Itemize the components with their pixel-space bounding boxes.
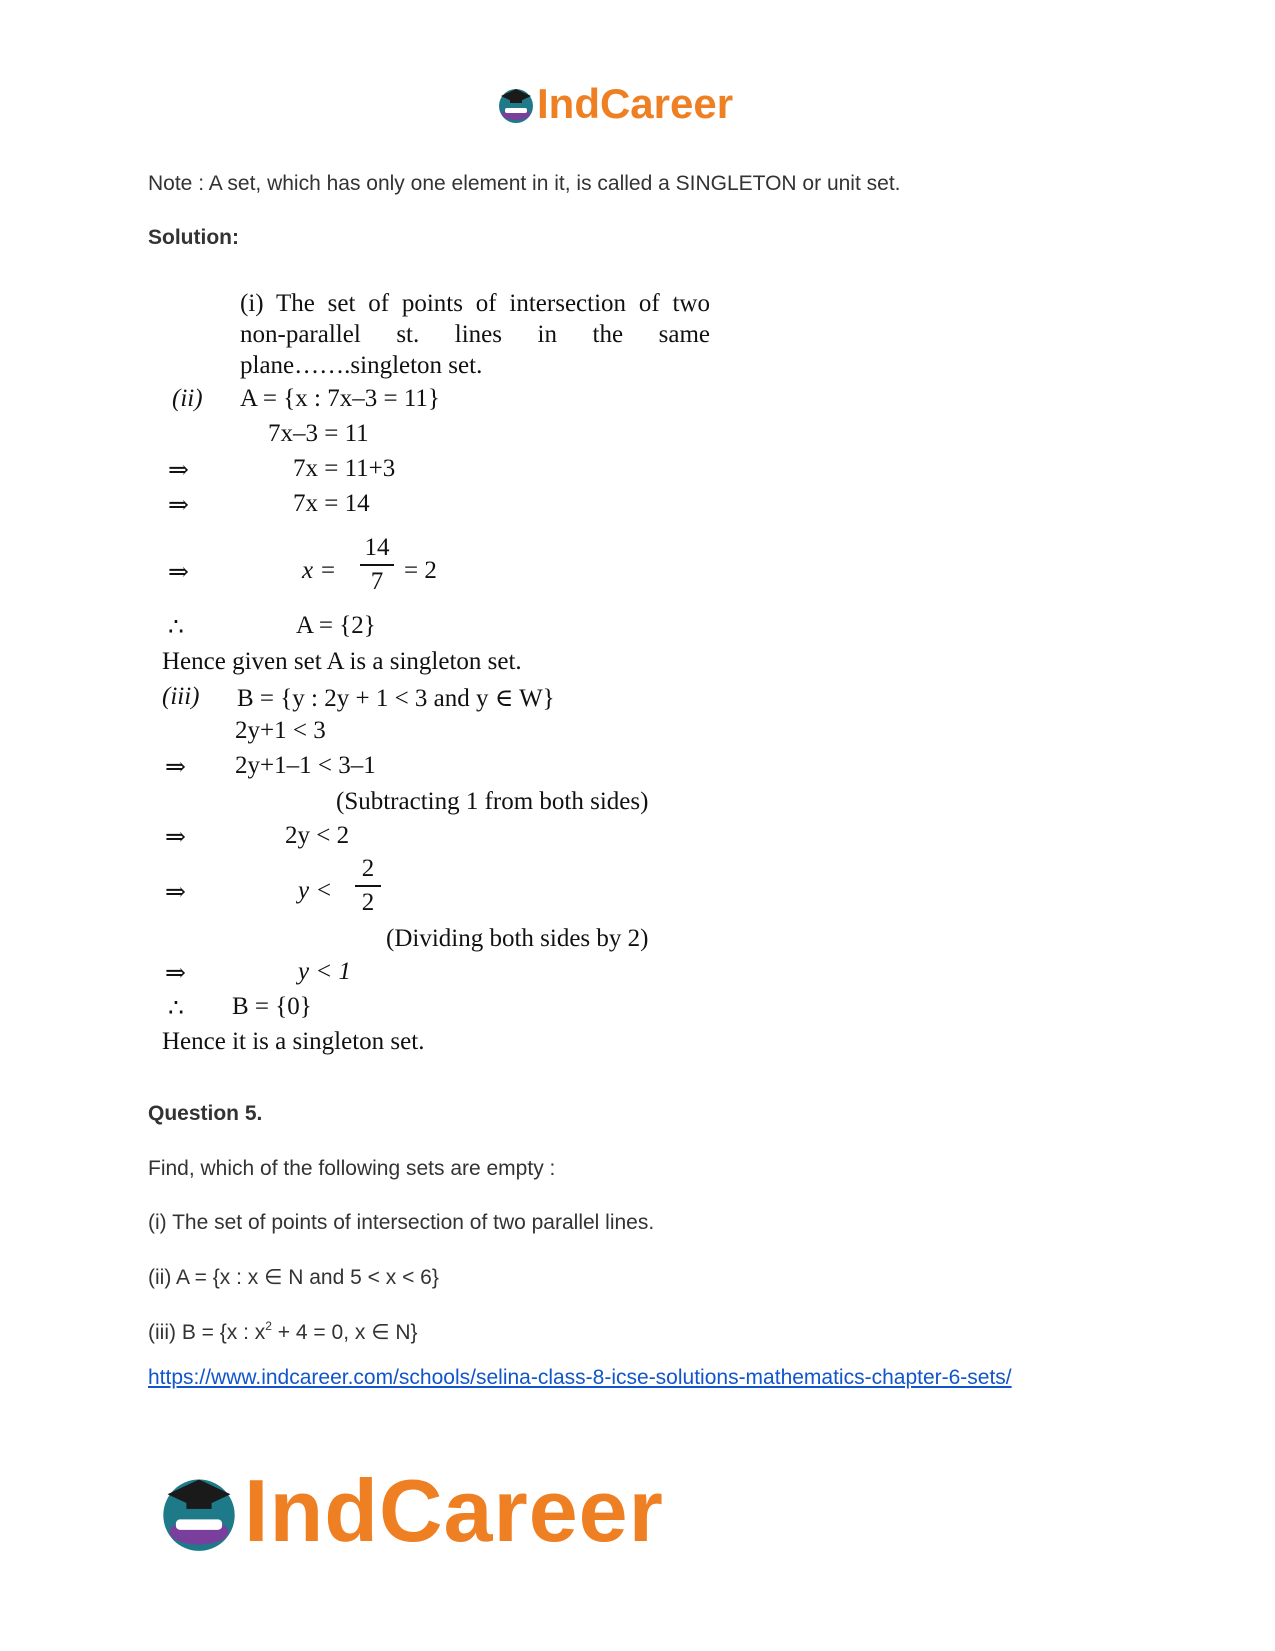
fraction-numerator: 14: [364, 534, 390, 561]
fraction-denominator: 7: [370, 568, 384, 595]
question-5-prompt: Find, which of the following sets are empty :: [148, 1157, 556, 1180]
part-i-line-2: non-parallel st. lines in the same: [240, 321, 710, 348]
implies-arrow: ⇒: [165, 754, 186, 781]
item-iii-post: + 4 = 0, x ∈ N}: [271, 1321, 418, 1344]
source-link[interactable]: https://www.indcareer.com/schools/selina-class-8-icse-solutions-mathematics-chapter-6-sets/: [148, 1366, 1012, 1389]
exponent: 2: [265, 1319, 272, 1333]
implies-arrow: ⇒: [168, 492, 189, 519]
implies-arrow: ⇒: [165, 824, 186, 851]
part-ii-set-definition: A = {x : 7x–3 = 11}: [240, 385, 440, 412]
therefore-symbol: ∴: [168, 614, 184, 641]
part-iii-label: (iii): [162, 683, 200, 710]
part-iii-note-dividing: (Dividing both sides by 2): [386, 925, 649, 952]
fraction-numerator: 2: [361, 855, 375, 882]
part-i-line-3: plane…….singleton set.: [240, 352, 483, 379]
question-5-item-iii: [148, 1319, 418, 1345]
fraction-denominator: 2: [361, 889, 375, 916]
part-ii-step-4-rhs: = 2: [404, 557, 437, 584]
fraction-14-over-7: [360, 534, 394, 596]
part-iii-result: B = {0}: [232, 993, 312, 1020]
logo-wordmark: IndCareer: [537, 80, 734, 127]
part-ii-conclusion: Hence given set A is a singleton set.: [162, 648, 522, 675]
part-iii-step-1: 2y+1 < 3: [235, 717, 326, 744]
part-i-line-1: (i) The set of points of intersection of two: [240, 290, 710, 317]
note-paragraph: Note : A set, which has only one element in it, is called a SINGLETON or unit set.: [148, 172, 901, 195]
question-5-heading: Question 5.: [148, 1102, 263, 1125]
graduation-cap-globe-icon: [497, 84, 535, 124]
question-5-item-i: (i) The set of points of intersection of two parallel lines.: [148, 1211, 655, 1234]
part-ii-step-2: 7x = 11+3: [293, 455, 396, 482]
therefore-symbol: ∴: [168, 995, 184, 1022]
part-iii-set-definition: B = {y : 2y + 1 < 3 and y ∈ W}: [237, 685, 555, 712]
solution-label: Solution:: [148, 226, 239, 249]
part-iii-step-2: 2y+1–1 < 3–1: [235, 752, 376, 779]
fraction-2-over-2: [355, 855, 381, 917]
implies-arrow: ⇒: [168, 457, 189, 484]
part-ii-step-1: 7x–3 = 11: [268, 420, 369, 447]
graduation-cap-globe-icon: [158, 1469, 240, 1553]
indcareer-logo-top: [497, 80, 733, 128]
part-ii-step-3: 7x = 14: [293, 490, 370, 517]
question-5-item-ii: (ii) A = {x : x ∈ N and 5 < x < 6}: [148, 1266, 439, 1289]
part-iii-step-3: 2y < 2: [285, 822, 350, 849]
item-iii-pre: (iii) B = {x : x: [148, 1321, 266, 1344]
indcareer-logo-bottom: [158, 1460, 664, 1562]
implies-arrow: ⇒: [165, 960, 186, 987]
part-iii-conclusion: Hence it is a singleton set.: [162, 1028, 425, 1055]
part-ii-label: (ii): [172, 385, 203, 412]
part-iii-step-5: y < 1: [298, 958, 351, 985]
logo-wordmark: IndCareer: [244, 1461, 664, 1560]
part-ii-result: A = {2}: [296, 612, 376, 639]
implies-arrow: ⇒: [165, 879, 186, 906]
implies-arrow: ⇒: [168, 559, 189, 586]
part-ii-step-4-lhs: x =: [302, 557, 337, 584]
part-iii-note-subtracting: (Subtracting 1 from both sides): [336, 788, 649, 815]
solution-math-block: [150, 290, 730, 1110]
part-iii-step-4-lhs: y <: [298, 877, 333, 904]
